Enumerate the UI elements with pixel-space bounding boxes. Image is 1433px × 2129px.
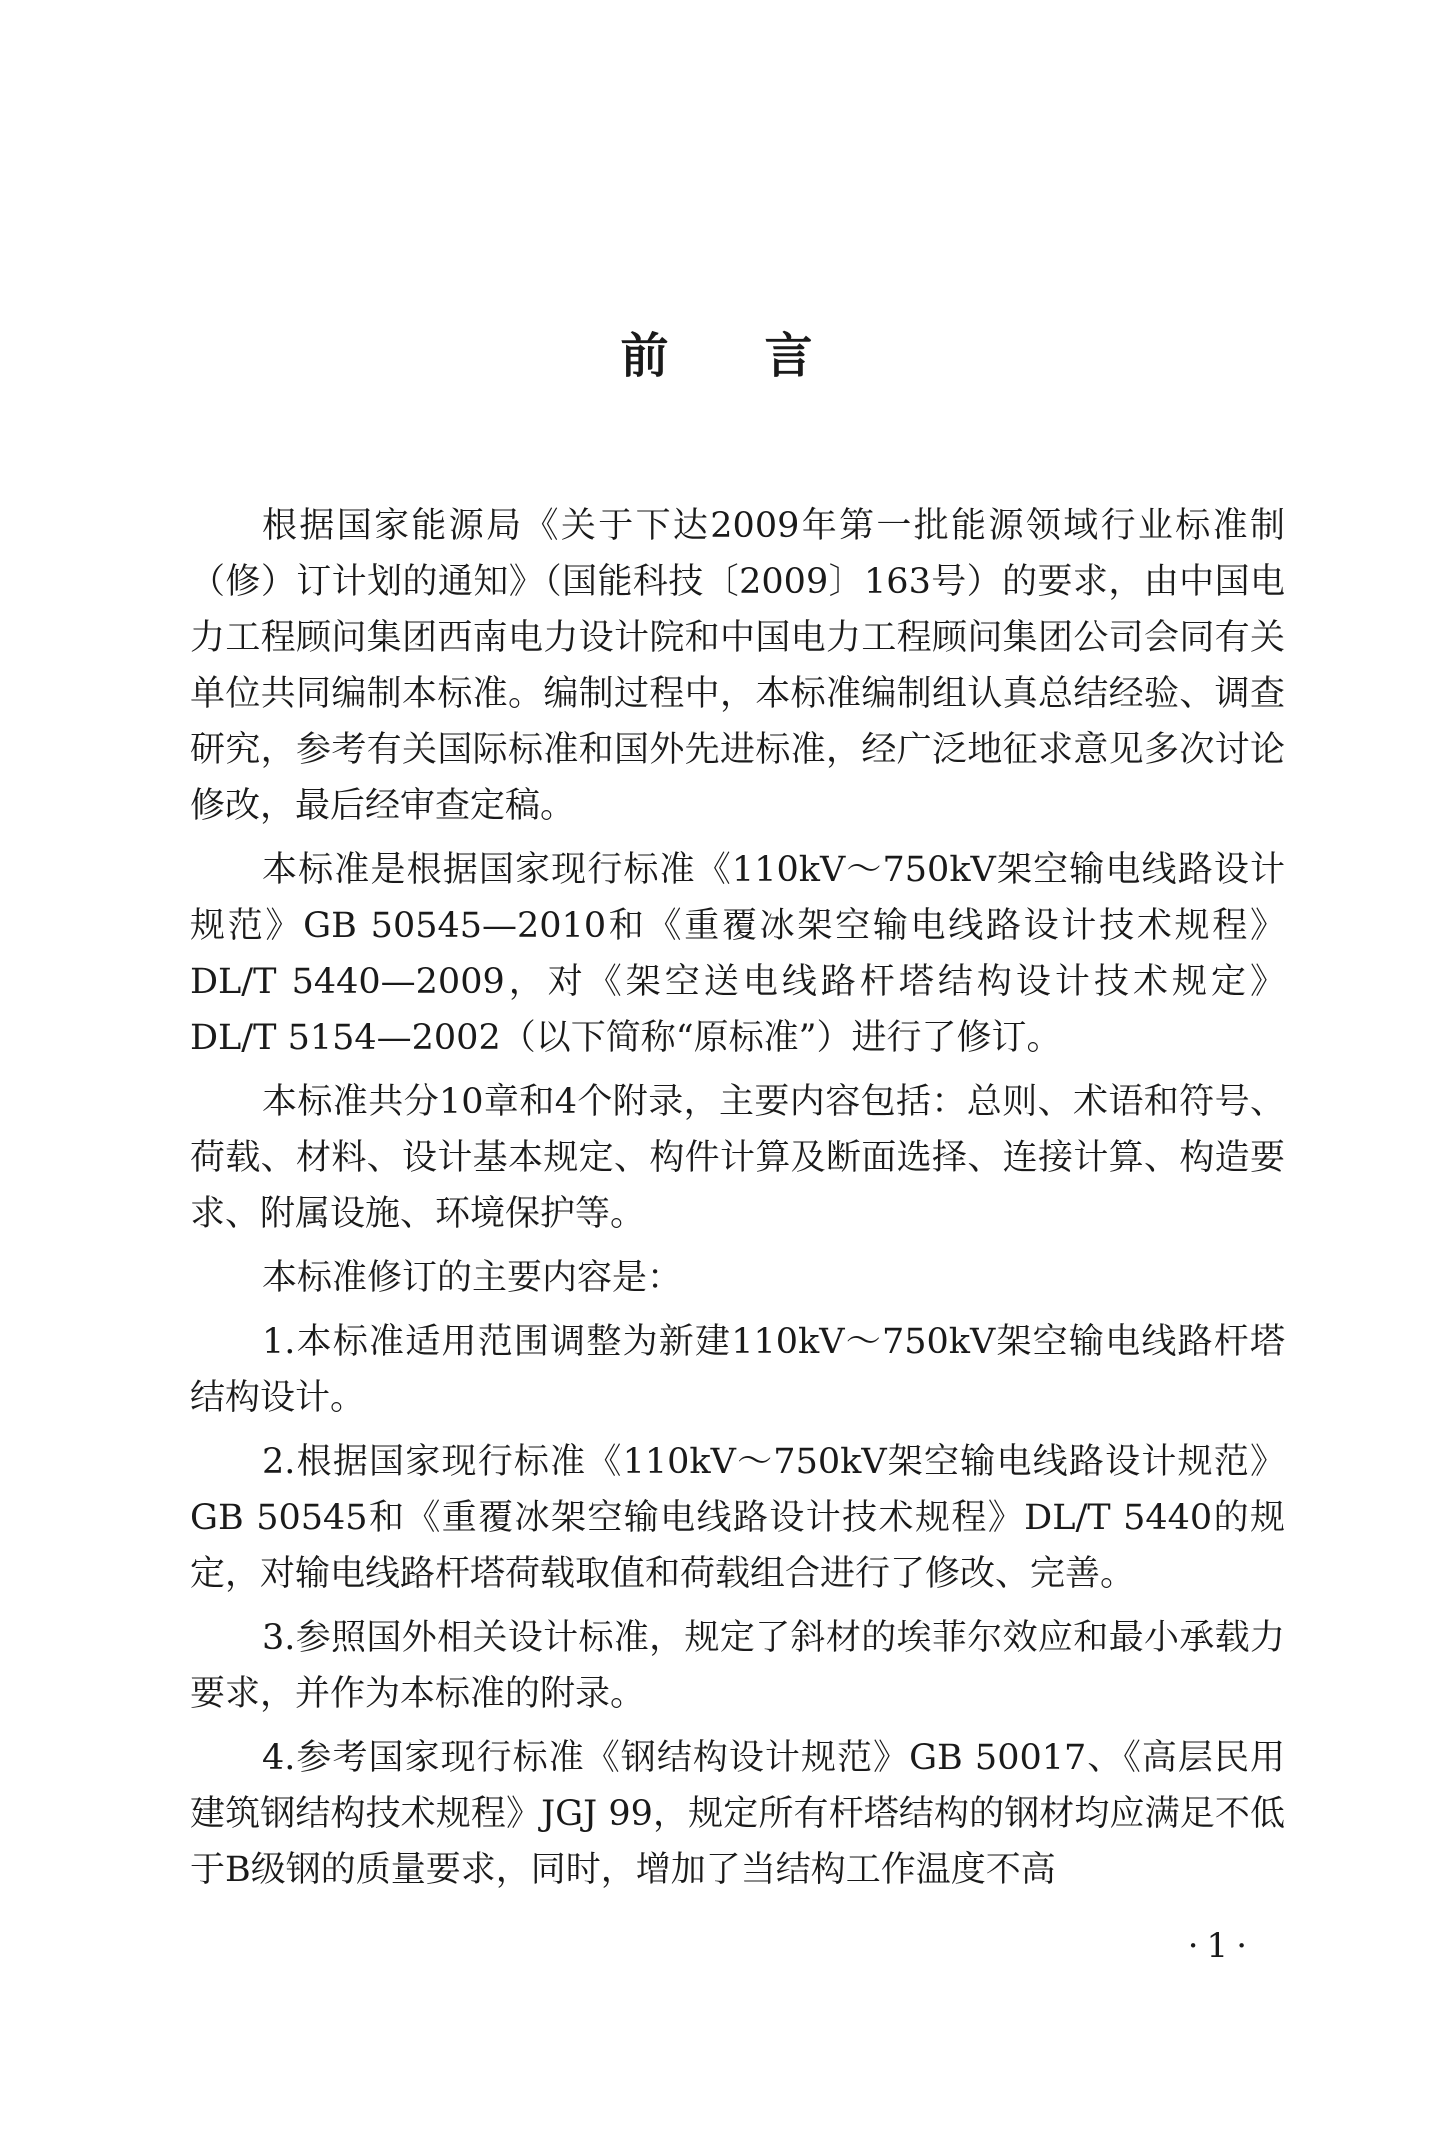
paragraph-8: 4.参考国家现行标准《钢结构设计规范》GB 50017、《高层民用建筑钢结构技术规程》JGJ 99，规定所有杆塔结构的钢材均应满足不低于B级钢的质量要求，同时，增加了当结构工作温度不高 xyxy=(190,1738,1285,1890)
paragraph-1: 根据国家能源局《关于下达2009年第一批能源领域行业标准制（修）订计划的通知》（国能科技〔2009〕163号）的要求，由中国电力工程顾问集团西南电力设计院和中国电力工程顾问集团公司会同有关单位共同编制本标准。编制过程中，本标准编制组认真总结经验、调查研究，参考有关国际标准和国外先进标准，经广泛地征求意见多次讨论修改，最后经审查定稿。 xyxy=(190,506,1285,826)
title-char-1: 前 xyxy=(620,328,669,384)
paragraph-2: 本标准是根据国家现行标准《110kV～750kV架空输电线路设计规范》GB 50545—2010和《重覆冰架空输电线路设计技术规程》DL/T 5440—2009，对《架空送电线路杆塔结构设计技术规定》DL/T 5154—2002（以下简称“原标准”）进行了修订。 xyxy=(190,850,1285,1058)
page-number: ·1· xyxy=(1187,1926,1255,1966)
page-title xyxy=(0,326,1433,386)
body-text xyxy=(190,498,1285,1906)
paragraph-3: 本标准共分10章和4个附录，主要内容包括：总则、术语和符号、荷载、材料、设计基本规定、构件计算及断面选择、连接计算、构造要求、附属设施、环境保护等。 xyxy=(190,1082,1285,1234)
paragraph-4: 本标准修订的主要内容是： xyxy=(262,1258,683,1298)
title-char-2: 言 xyxy=(764,328,813,384)
paragraph-5: 1.本标准适用范围调整为新建110kV～750kV架空输电线路杆塔结构设计。 xyxy=(190,1322,1285,1418)
paragraph-7: 3.参照国外相关设计标准，规定了斜材的埃菲尔效应和最小承载力要求，并作为本标准的附录。 xyxy=(190,1618,1285,1714)
paragraph-6: 2.根据国家现行标准《110kV～750kV架空输电线路设计规范》GB 50545和《重覆冰架空输电线路设计技术规程》DL/T 5440的规定，对输电线路杆塔荷载取值和荷载组合进行了修改、完善。 xyxy=(190,1442,1285,1594)
